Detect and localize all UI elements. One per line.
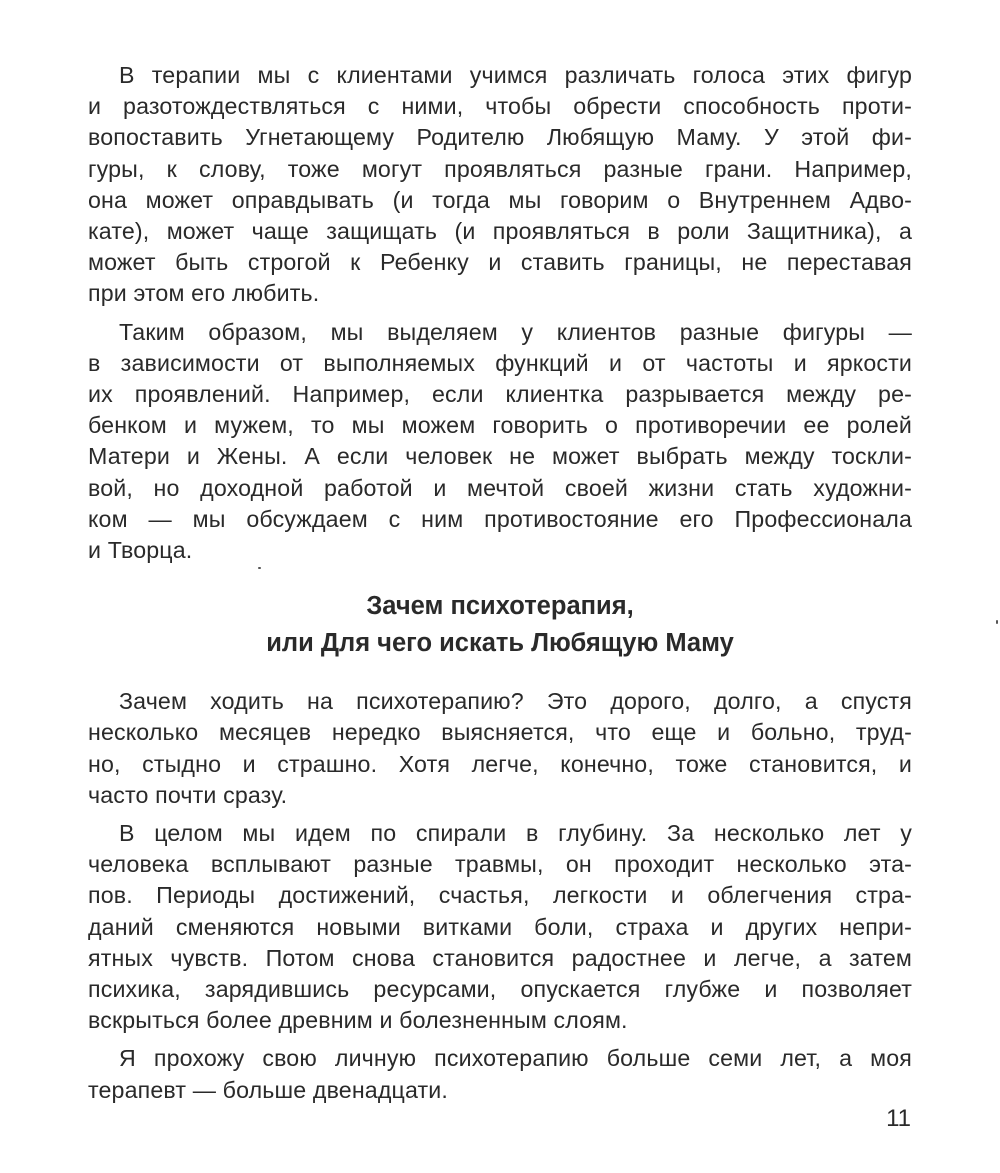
text-line: кате), может чаще защищать (и проявляться в роли Защитника), а (88, 218, 912, 245)
text-line: вскрыться более древним и болезненным слоям. (88, 1007, 628, 1034)
text-line: терапевт — больше двенадцати. (88, 1076, 448, 1103)
text-line: и разотождествляться с ними, чтобы обрести способность проти- (88, 93, 912, 120)
paragraph-4 (88, 818, 912, 1036)
text-line: вопоставить Угнетающему Родителю Любящую Маму. У этой фи- (88, 124, 912, 151)
text-line: психика, зарядившись ресурсами, опускается глубже и позволяет (88, 976, 912, 1003)
text-line: В целом мы идем по спирали в глубину. За несколько лет у (119, 820, 912, 847)
page-number: 11 (886, 1105, 911, 1132)
text-line: Матери и Жены. А если человек не может выбрать между тоскли- (88, 443, 912, 470)
text-line: Я прохожу свою личную психотерапию больше семи лет, а моя (119, 1045, 912, 1072)
text-line: при этом его любить. (88, 280, 320, 307)
text-line: она может оправдывать (и тогда мы говорим о Внутреннем Адво- (88, 186, 912, 213)
heading-line-2: или Для чего искать Любящую Маму (266, 629, 734, 658)
text-line: В терапии мы с клиентами учимся различать голоса этих фигур (119, 62, 912, 88)
text-line: человека всплывают разные травмы, он проходит несколько эта- (88, 851, 912, 878)
paragraph-5 (88, 1043, 912, 1105)
text-line: Зачем ходить на психотерапию? Это дорого, долго, а спустя (119, 688, 912, 715)
text-line: но, стыдно и страшно. Хотя легче, конечно, тоже становится, и (88, 750, 912, 777)
text-line: гуры, к слову, тоже могут проявляться разные грани. Например, (88, 155, 912, 182)
text-line: даний сменяются новыми витками боли, страха и других непри- (88, 913, 912, 940)
text-line: пов. Периоды достижений, счастья, легкости и облегчения стра- (88, 882, 912, 909)
print-speck (996, 620, 998, 624)
text-line: ятных чувств. Потом снова становится радостнее и легче, а затем (88, 944, 912, 971)
text-line: ком — мы обсуждаем с ним противостояние его Профессионала (88, 505, 912, 532)
text-line: Таким образом, мы выделяем у клиентов разные фигуры — (119, 318, 912, 345)
paragraph-1 (88, 60, 912, 310)
heading-line-1: Зачем психотерапия, (366, 592, 634, 621)
print-speck (258, 567, 261, 569)
text-line: часто почти сразу. (88, 781, 288, 808)
text-line: их проявлений. Например, если клиентка разрывается между ре- (88, 381, 912, 408)
text-line: может быть строгой к Ребенку и ставить границы, не переставая (88, 249, 912, 276)
text-line: в зависимости от выполняемых функций и от частоты и яркости (88, 349, 912, 376)
text-line: и Творца. (88, 537, 193, 564)
text-line: несколько месяцев нередко выясняется, что еще и больно, труд- (88, 719, 912, 746)
paragraph-2 (88, 317, 912, 567)
text-line: бенком и мужем, то мы можем говорить о противоречии ее ролей (88, 412, 912, 439)
section-heading (88, 588, 912, 662)
page-body (88, 60, 912, 1113)
text-line: вой, но доходной работой и мечтой своей жизни стать художни- (88, 474, 912, 501)
paragraph-3 (88, 686, 912, 811)
